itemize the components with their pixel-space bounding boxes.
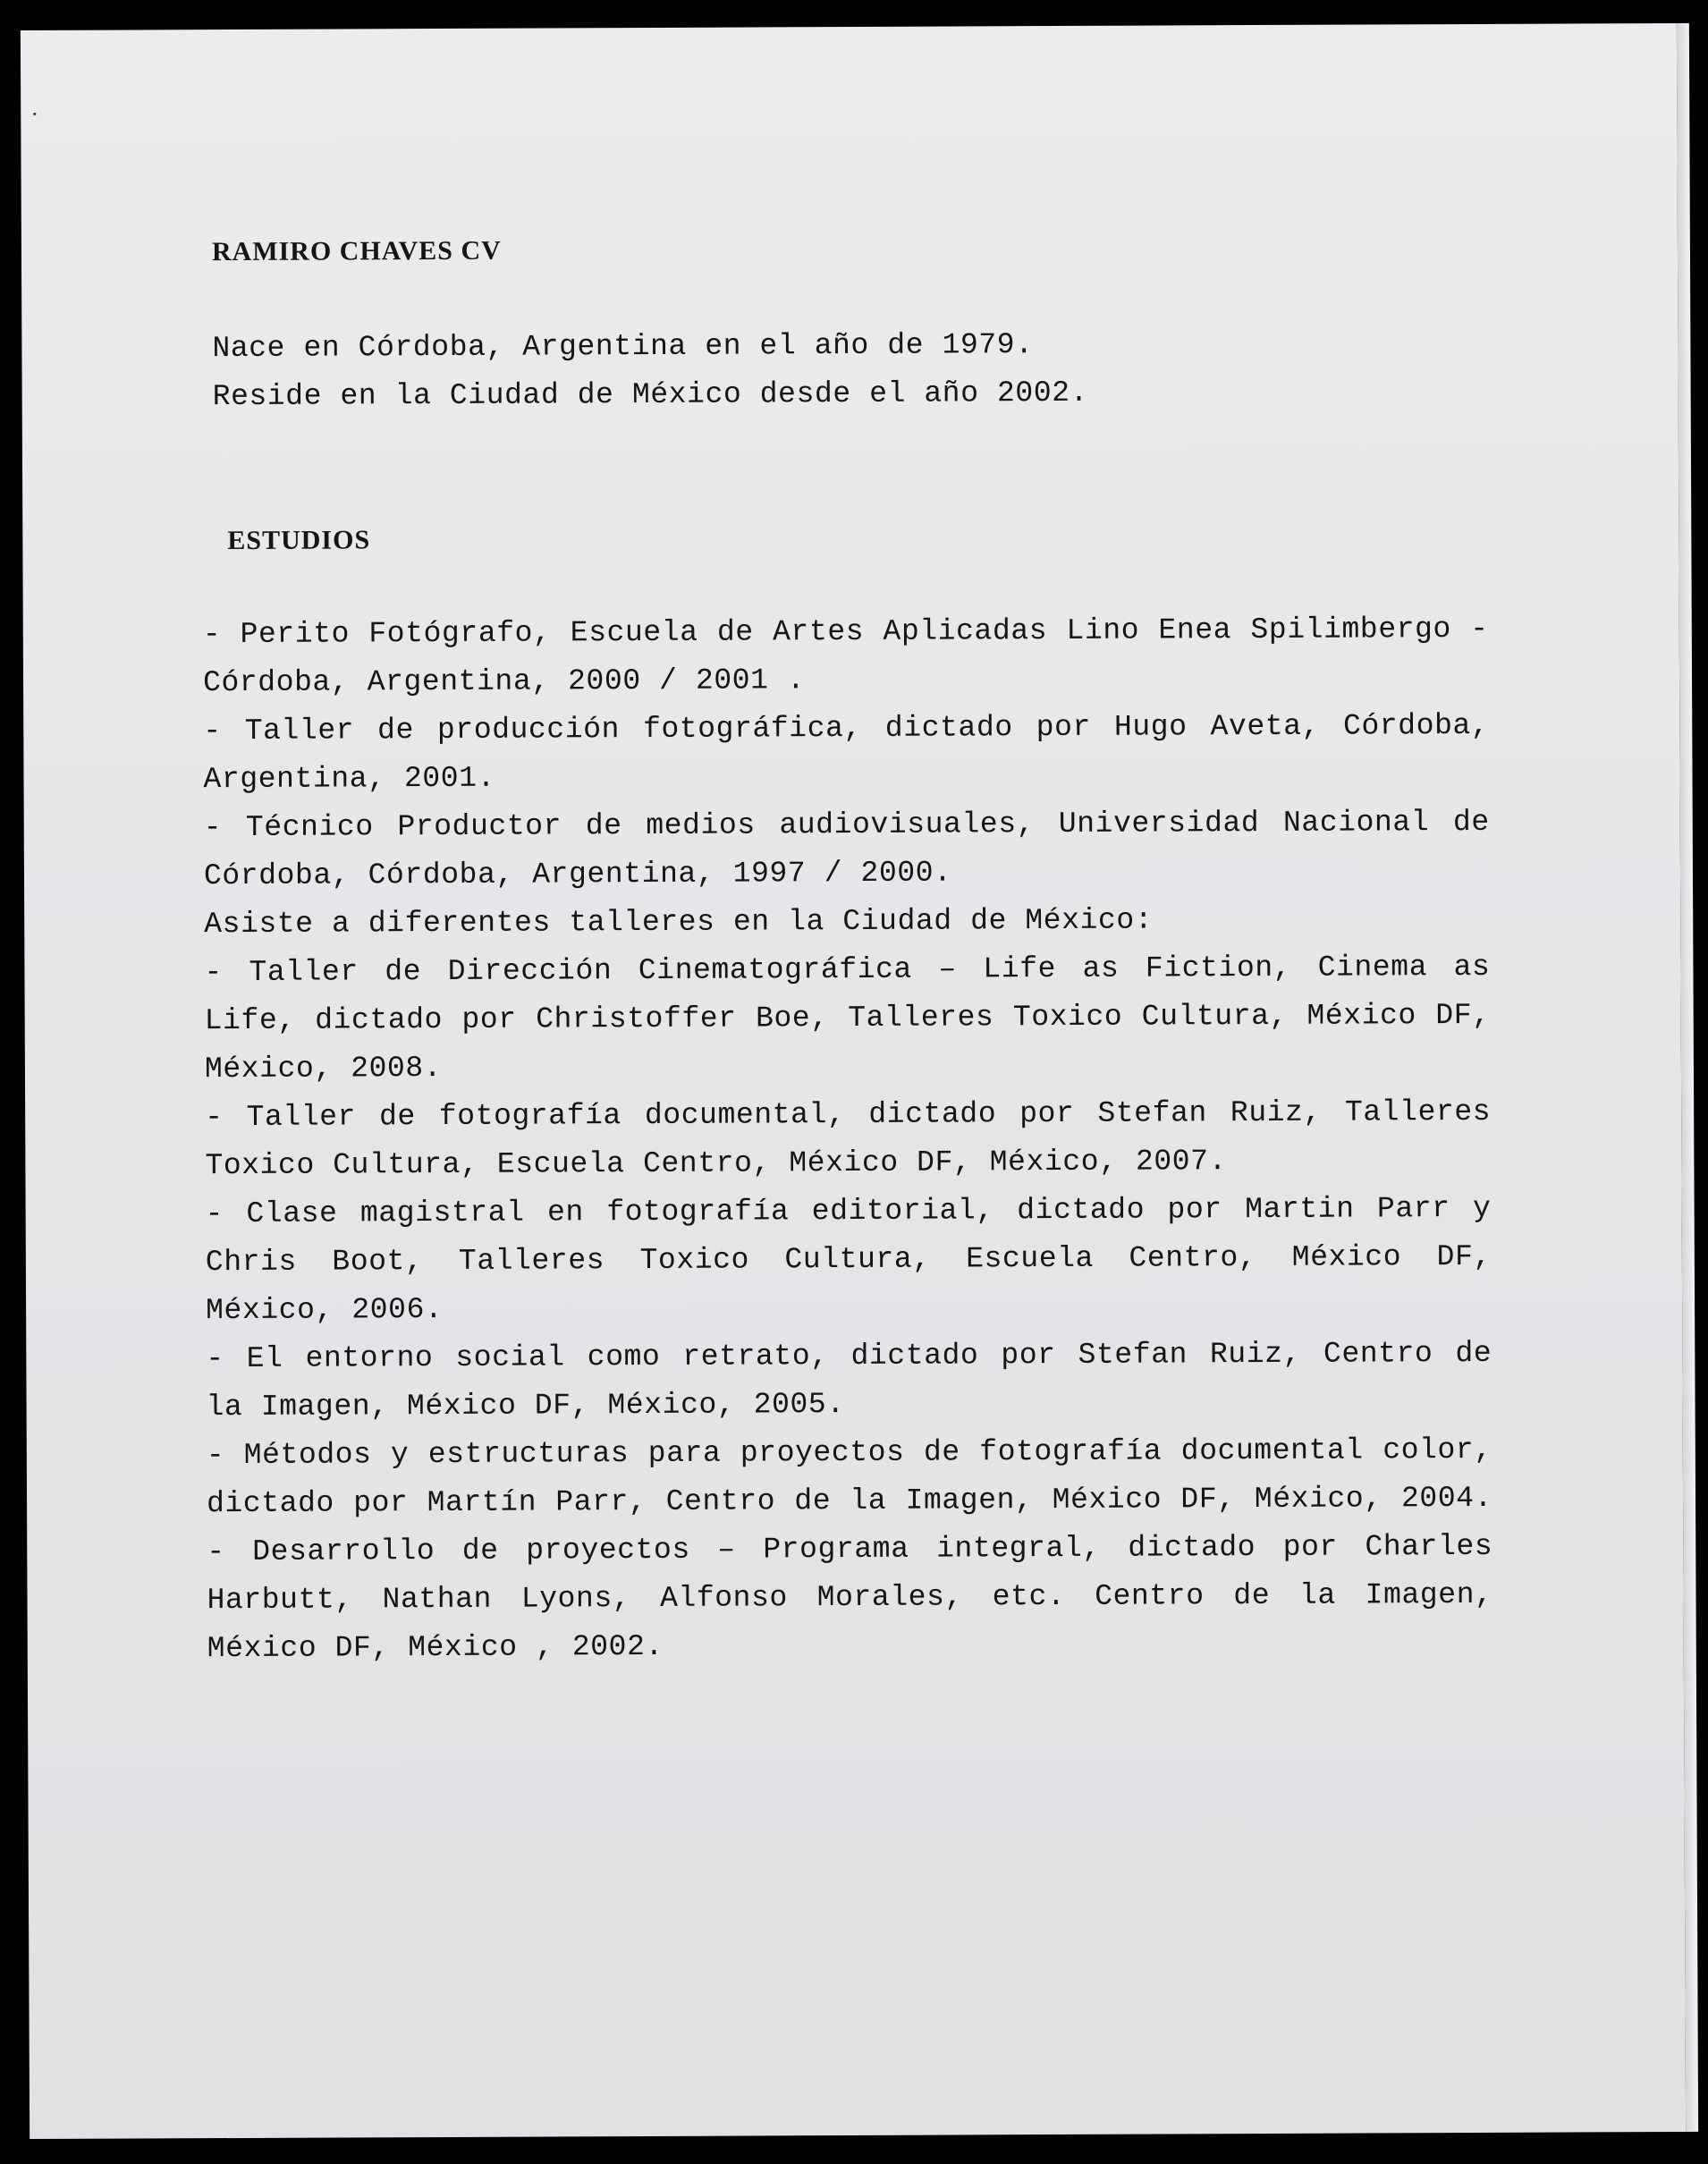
word: dictado	[868, 1097, 997, 1131]
studies-line	[203, 605, 1489, 659]
studies-line: la Imagen, México DF, México, 2005.	[206, 1388, 845, 1424]
word: dictado	[1017, 1193, 1146, 1228]
word: México	[1052, 1483, 1163, 1517]
word: Programa	[763, 1532, 909, 1567]
word: Boot,	[332, 1245, 424, 1279]
word: Escuela	[966, 1241, 1095, 1276]
word: Lino	[1066, 613, 1140, 647]
word: Boe,	[756, 1002, 829, 1036]
word: Charles	[1365, 1529, 1493, 1564]
word: dictado	[206, 1486, 334, 1521]
word: Centro	[1095, 1579, 1205, 1613]
studies-line	[207, 1426, 1492, 1480]
word: proyectos	[526, 1533, 690, 1568]
word: de	[716, 615, 754, 649]
word: proyectos	[740, 1435, 905, 1470]
word: Centro	[1323, 1337, 1433, 1371]
word: Imagen,	[1365, 1577, 1493, 1612]
word: dictado	[884, 711, 1013, 745]
studies-line: Córdoba, Córdoba, Argentina, 1997 / 2000.	[203, 856, 952, 893]
word: Talleres	[848, 1001, 994, 1036]
word: Productor	[397, 809, 562, 844]
word: Perito	[240, 617, 351, 651]
word: -	[205, 1197, 224, 1231]
word: de	[377, 714, 415, 748]
word: documental,	[644, 1098, 846, 1133]
word: –	[938, 952, 957, 986]
word: DF,	[1435, 998, 1491, 1033]
cv-document	[21, 23, 1686, 2139]
word: Christoffer	[536, 1002, 737, 1036]
word: -	[202, 618, 222, 652]
word: DF,	[1436, 1239, 1492, 1274]
word: Universidad	[1058, 807, 1260, 841]
word: as	[1082, 951, 1120, 985]
intro-paragraph	[212, 321, 1088, 421]
word: para	[647, 1436, 722, 1471]
word: dictado	[850, 1339, 979, 1374]
word: Enea	[1158, 613, 1232, 647]
word: Chris	[205, 1245, 297, 1280]
word: Hugo	[1113, 710, 1188, 744]
studies-line: Asiste a diferentes talleres en la Ciudad de México:	[204, 903, 1154, 942]
word: -	[205, 1101, 224, 1135]
word: -	[206, 1342, 224, 1376]
word: Aplicadas	[883, 614, 1048, 648]
word: México,	[1254, 1482, 1382, 1517]
word: producción	[436, 713, 621, 748]
paper-sheet	[21, 23, 1686, 2139]
word: por	[1167, 1193, 1222, 1227]
studies-line	[205, 992, 1491, 1045]
word: Córdoba,	[1342, 708, 1490, 743]
word: Nathan	[382, 1582, 493, 1617]
word: Nacional	[1282, 806, 1430, 840]
word: Dirección	[447, 954, 613, 988]
document-title: RAMIRO CHAVES CV	[211, 235, 502, 267]
word: documental	[1180, 1433, 1364, 1468]
word: México	[1306, 999, 1416, 1033]
word: por	[1019, 1096, 1075, 1131]
word: Martin	[1245, 1192, 1355, 1227]
word: Escuela	[570, 615, 698, 650]
word: de	[1455, 1336, 1492, 1371]
studies-line	[206, 1233, 1492, 1287]
word: en	[546, 1196, 584, 1230]
word: integral,	[936, 1531, 1101, 1566]
word: Centro,	[1129, 1241, 1257, 1275]
word: Cinematográfica	[638, 952, 913, 988]
word: Toxico	[639, 1243, 750, 1278]
studies-line	[207, 1475, 1492, 1528]
word: Harbutt,	[207, 1583, 353, 1618]
word: Morales,	[816, 1580, 963, 1615]
word: de	[378, 1100, 416, 1134]
studies-line: México, 2006.	[206, 1293, 444, 1328]
studies-line: Toxico Cultura, Escuela Centro, México DF, México, 2007.	[205, 1145, 1228, 1183]
word: de	[461, 1534, 499, 1568]
word: por	[1282, 1530, 1338, 1564]
word: -	[203, 714, 222, 748]
studies-line	[207, 1523, 1492, 1577]
studies-line	[206, 1185, 1492, 1238]
word: El	[246, 1341, 283, 1375]
word: por	[1036, 710, 1092, 745]
word: fotografía	[606, 1195, 790, 1230]
word: DF,	[1180, 1483, 1236, 1517]
word: la	[850, 1484, 887, 1518]
word: de	[1233, 1578, 1271, 1613]
word: Martín	[427, 1485, 537, 1520]
word: dictado	[1128, 1531, 1256, 1565]
word: de	[585, 809, 622, 843]
intro-line: Nace en Córdoba, Argentina en el año de 1979.	[212, 328, 1034, 366]
word: Cinema	[1317, 951, 1428, 985]
word: -	[203, 811, 223, 845]
word: como	[587, 1340, 661, 1374]
word: color,	[1382, 1433, 1492, 1467]
word: -	[207, 1535, 225, 1569]
studies-line	[203, 702, 1489, 756]
word: medios	[646, 808, 756, 843]
word: Spilimbergo	[1250, 613, 1451, 647]
word: Toxico	[1012, 1000, 1123, 1035]
word: Ruiz,	[1230, 1095, 1322, 1130]
word: por	[1001, 1339, 1056, 1373]
word: Ruiz,	[1209, 1337, 1302, 1372]
word: y	[1473, 1191, 1492, 1225]
word: estructuras	[427, 1437, 630, 1472]
word: Artes	[773, 614, 865, 649]
word: entorno	[305, 1341, 434, 1375]
word: Life	[983, 952, 1057, 986]
word: Taller	[246, 1100, 357, 1134]
word: Lyons,	[520, 1582, 631, 1616]
word: por	[461, 1002, 517, 1036]
word: Fiction,	[1145, 951, 1292, 985]
word: magistral	[359, 1196, 525, 1230]
word: fotografía	[438, 1099, 621, 1134]
paper-speck	[33, 113, 36, 115]
word: y	[390, 1438, 410, 1472]
intro-line: Reside en la Ciudad de México desde el año 2002.	[212, 376, 1089, 414]
word: Métodos	[243, 1438, 372, 1472]
word: Cultura,	[1141, 999, 1289, 1034]
studies-list	[203, 605, 1493, 1673]
word: Stefan	[1078, 1338, 1188, 1372]
word: Parr	[1376, 1192, 1450, 1226]
studies-line	[204, 799, 1490, 852]
word: Clase	[246, 1196, 338, 1230]
word: de	[794, 1484, 832, 1518]
word: de	[1452, 805, 1490, 840]
word: -	[204, 956, 223, 990]
word: Talleres	[458, 1244, 605, 1278]
studies-line	[207, 1571, 1492, 1625]
word: Parr,	[555, 1485, 647, 1519]
word: México	[1291, 1240, 1402, 1274]
word: Stefan	[1097, 1096, 1207, 1130]
studies-line: Córdoba, Argentina, 2000 / 2001 .	[202, 664, 806, 700]
word: -	[206, 1439, 225, 1473]
word: Fotógrafo,	[368, 616, 552, 651]
word: audiovisuales,	[779, 807, 1036, 842]
word: Imagen,	[905, 1484, 1034, 1517]
word: editorial,	[811, 1194, 994, 1229]
word: Cultura,	[784, 1242, 931, 1277]
word: de	[923, 1435, 960, 1469]
studies-line	[204, 943, 1490, 997]
word: as	[1453, 950, 1491, 985]
word: la	[1298, 1578, 1336, 1612]
section-heading-estudios: ESTUDIOS	[227, 525, 371, 556]
studies-line: México, 2008.	[204, 1052, 443, 1086]
word: etc.	[992, 1579, 1066, 1614]
studies-line: México DF, México , 2002.	[207, 1629, 664, 1666]
studies-line: Argentina, 2001.	[203, 761, 496, 797]
word: dictado	[315, 1003, 444, 1037]
word: Talleres	[1344, 1095, 1492, 1129]
word: fotográfica,	[642, 711, 862, 747]
studies-line	[205, 1088, 1491, 1142]
word: Taller	[249, 955, 359, 989]
word: Aveta,	[1210, 709, 1321, 744]
word: retrato,	[682, 1340, 829, 1374]
word: –	[717, 1533, 736, 1567]
studies-line	[206, 1330, 1492, 1383]
word: Técnico	[245, 810, 374, 844]
word: Life,	[204, 1003, 296, 1038]
word: Desarrollo	[252, 1534, 435, 1568]
word: por	[353, 1486, 409, 1520]
word: social	[455, 1340, 565, 1374]
word: fotografía	[979, 1434, 1163, 1469]
word: de	[385, 955, 422, 989]
word: Taller	[244, 714, 355, 748]
word: Alfonso	[659, 1581, 788, 1615]
word: 2004.	[1400, 1481, 1493, 1516]
word: -	[1470, 612, 1489, 646]
word: Centro	[665, 1484, 776, 1518]
